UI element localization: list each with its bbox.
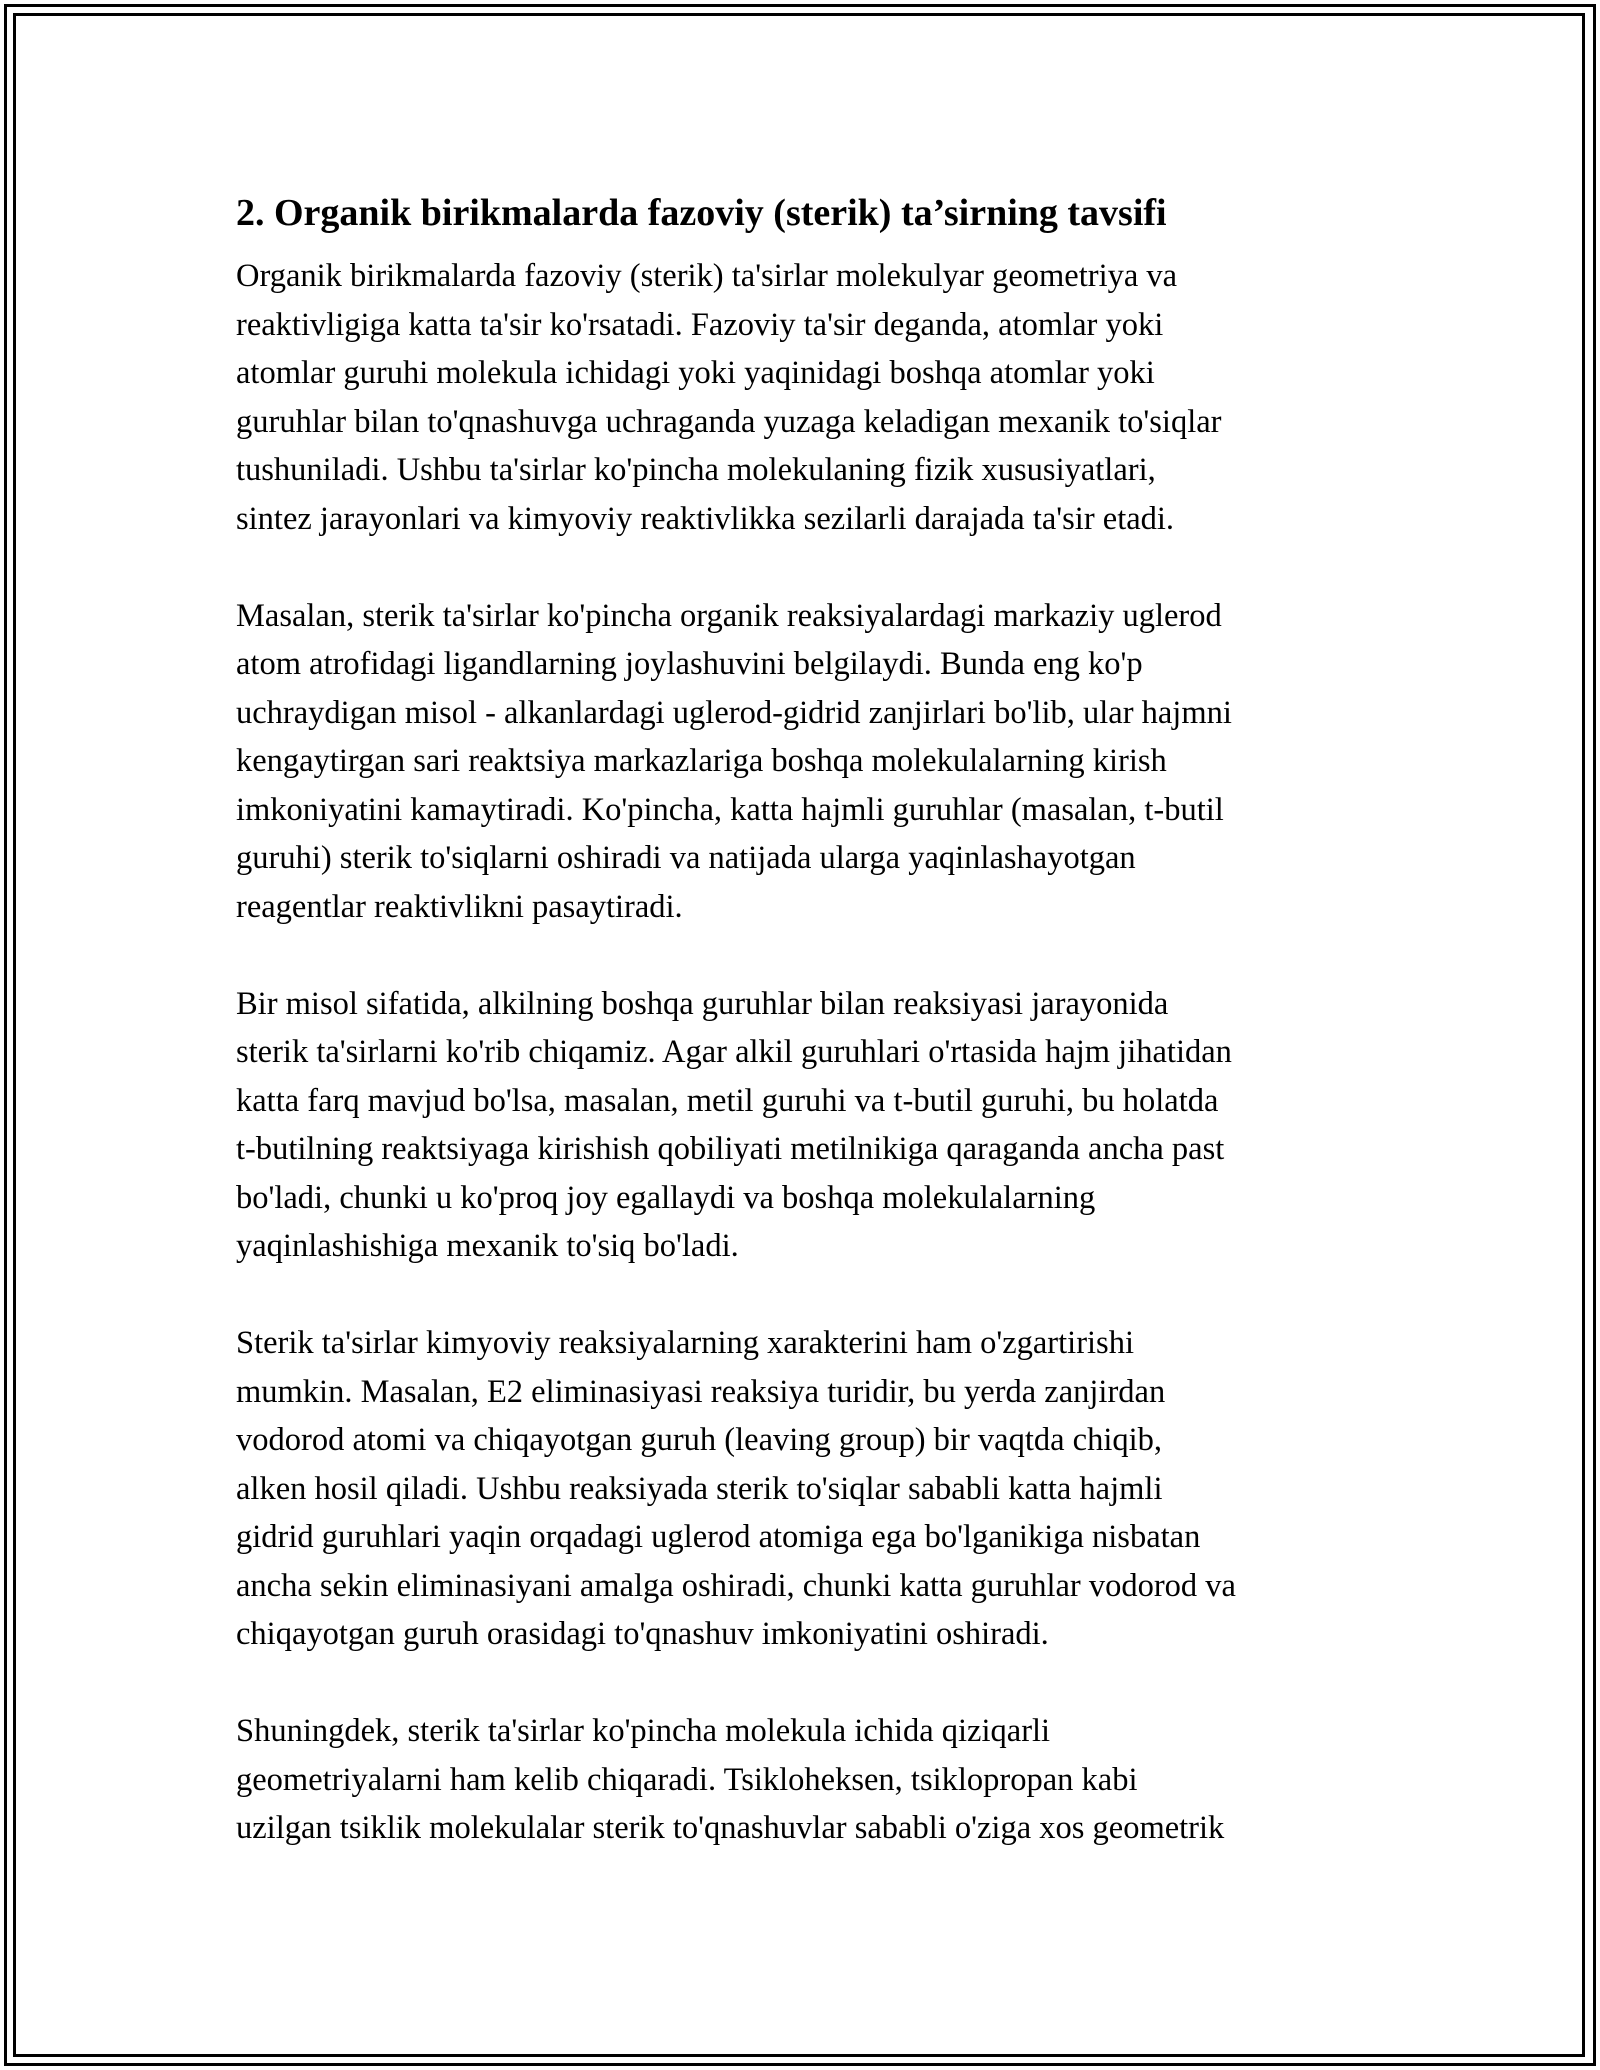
text-line: yaqinlashishiga mexanik to'siq bo'ladi. [236, 1228, 739, 1264]
text-line: ancha sekin eliminasiyani amalga oshiradi, chunki katta guruhlar vodorod va [236, 1567, 1236, 1604]
paragraph-2 [236, 592, 1370, 932]
text-line: imkoniyatini kamaytiradi. Ko'pincha, katta hajmli guruhlar (masalan, t-butil [236, 791, 1224, 828]
paragraph-5 [236, 1707, 1370, 1853]
text-line: uzilgan tsiklik molekulalar sterik to'qnashuvlar sababli o'ziga xos geometrik [236, 1810, 1225, 1846]
paragraph-1 [236, 252, 1370, 543]
text-line: atom atrofidagi ligandlarning joylashuvini belgilaydi. Bunda eng ko'p [236, 646, 1143, 682]
text-line: atomlar guruhi molekula ichidagi yoki yaqinidagi boshqa atomlar yoki [236, 355, 1155, 391]
text-line: katta farq mavjud bo'lsa, masalan, metil guruhi va t-butil guruhi, bu holatda [236, 1082, 1219, 1119]
text-line: tushuniladi. Ushbu ta'sirlar ko'pincha molekulaning fizik xususiyatlari, [236, 452, 1156, 488]
paragraph-4 [236, 1319, 1370, 1659]
document-body [236, 186, 1370, 1853]
text-line: vodorod atomi va chiqayotgan guruh (leaving group) bir vaqtda chiqib, [236, 1422, 1163, 1458]
text-line: geometriyalarni ham kelib chiqaradi. Tsikloheksen, tsiklopropan kabi [236, 1761, 1138, 1798]
text-line: bo'ladi, chunki u ko'proq joy egallaydi va boshqa molekulalarning [236, 1179, 1096, 1216]
text-line: Bir misol sifatida, alkilning boshqa guruhlar bilan reaksiyasi jarayonida [236, 985, 1169, 1022]
text-line: t-butilning reaktsiyaga kirishish qobiliyati metilnikiga qaraganda ancha past [236, 1131, 1225, 1167]
text-line: gidrid guruhlari yaqin orqadagi uglerod atomiga ega bo'lganikiga nisbatan [236, 1519, 1201, 1555]
text-line: mumkin. Masalan, E2 eliminasiyasi reaksiya turidir, bu yerda zanjirdan [236, 1373, 1166, 1410]
text-line: chiqayotgan guruh orasidagi to'qnashuv imkoniyatini oshiradi. [236, 1616, 1049, 1652]
text-line: Shuningdek, sterik ta'sirlar ko'pincha molekula ichida qiziqarli [236, 1713, 1051, 1749]
text-line: sintez jarayonlari va kimyoviy reaktivlikka sezilarli darajada ta'sir etadi. [236, 500, 1175, 537]
text-line: Masalan, sterik ta'sirlar ko'pincha organik reaksiyalardagi markaziy uglerod [236, 597, 1222, 634]
paragraph-3 [236, 980, 1370, 1271]
text-line: guruhlar bilan to'qnashuvga uchraganda yuzaga keladigan mexanik to'siqlar [236, 403, 1222, 440]
text-line: reagentlar reaktivlikni pasaytiradi. [236, 888, 683, 925]
text-line: reaktivligiga katta ta'sir ko'rsatadi. Fazoviy ta'sir deganda, atomlar yoki [236, 306, 1164, 343]
text-line: Organik birikmalarda fazoviy (sterik) ta'sirlar molekulyar geometriya va [236, 258, 1178, 294]
text-line: uchraydigan misol - alkanlardagi uglerod-gidrid zanjirlari bo'lib, ular hajmni [236, 694, 1232, 731]
text-line: sterik ta'sirlarni ko'rib chiqamiz. Agar alkil guruhlari o'rtasida hajm jihatidan [236, 1034, 1232, 1070]
text-line: alken hosil qiladi. Ushbu reaksiyada sterik to'siqlar sababli katta hajmli [236, 1470, 1163, 1507]
text-line: guruhi) sterik to'siqlarni oshiradi va natijada ularga yaqinlashayotgan [236, 840, 1136, 876]
text-line: Sterik ta'sirlar kimyoviy reaksiyalarning xarakterini ham o'zgartirishi [236, 1325, 1134, 1361]
text-line: kengaytirgan sari reaktsiya markazlariga boshqa molekulalarning kirish [236, 743, 1167, 779]
section-heading: 2. Organik birikmalarda fazoviy (sterik) ta’sirning tavsifi [236, 192, 1167, 234]
